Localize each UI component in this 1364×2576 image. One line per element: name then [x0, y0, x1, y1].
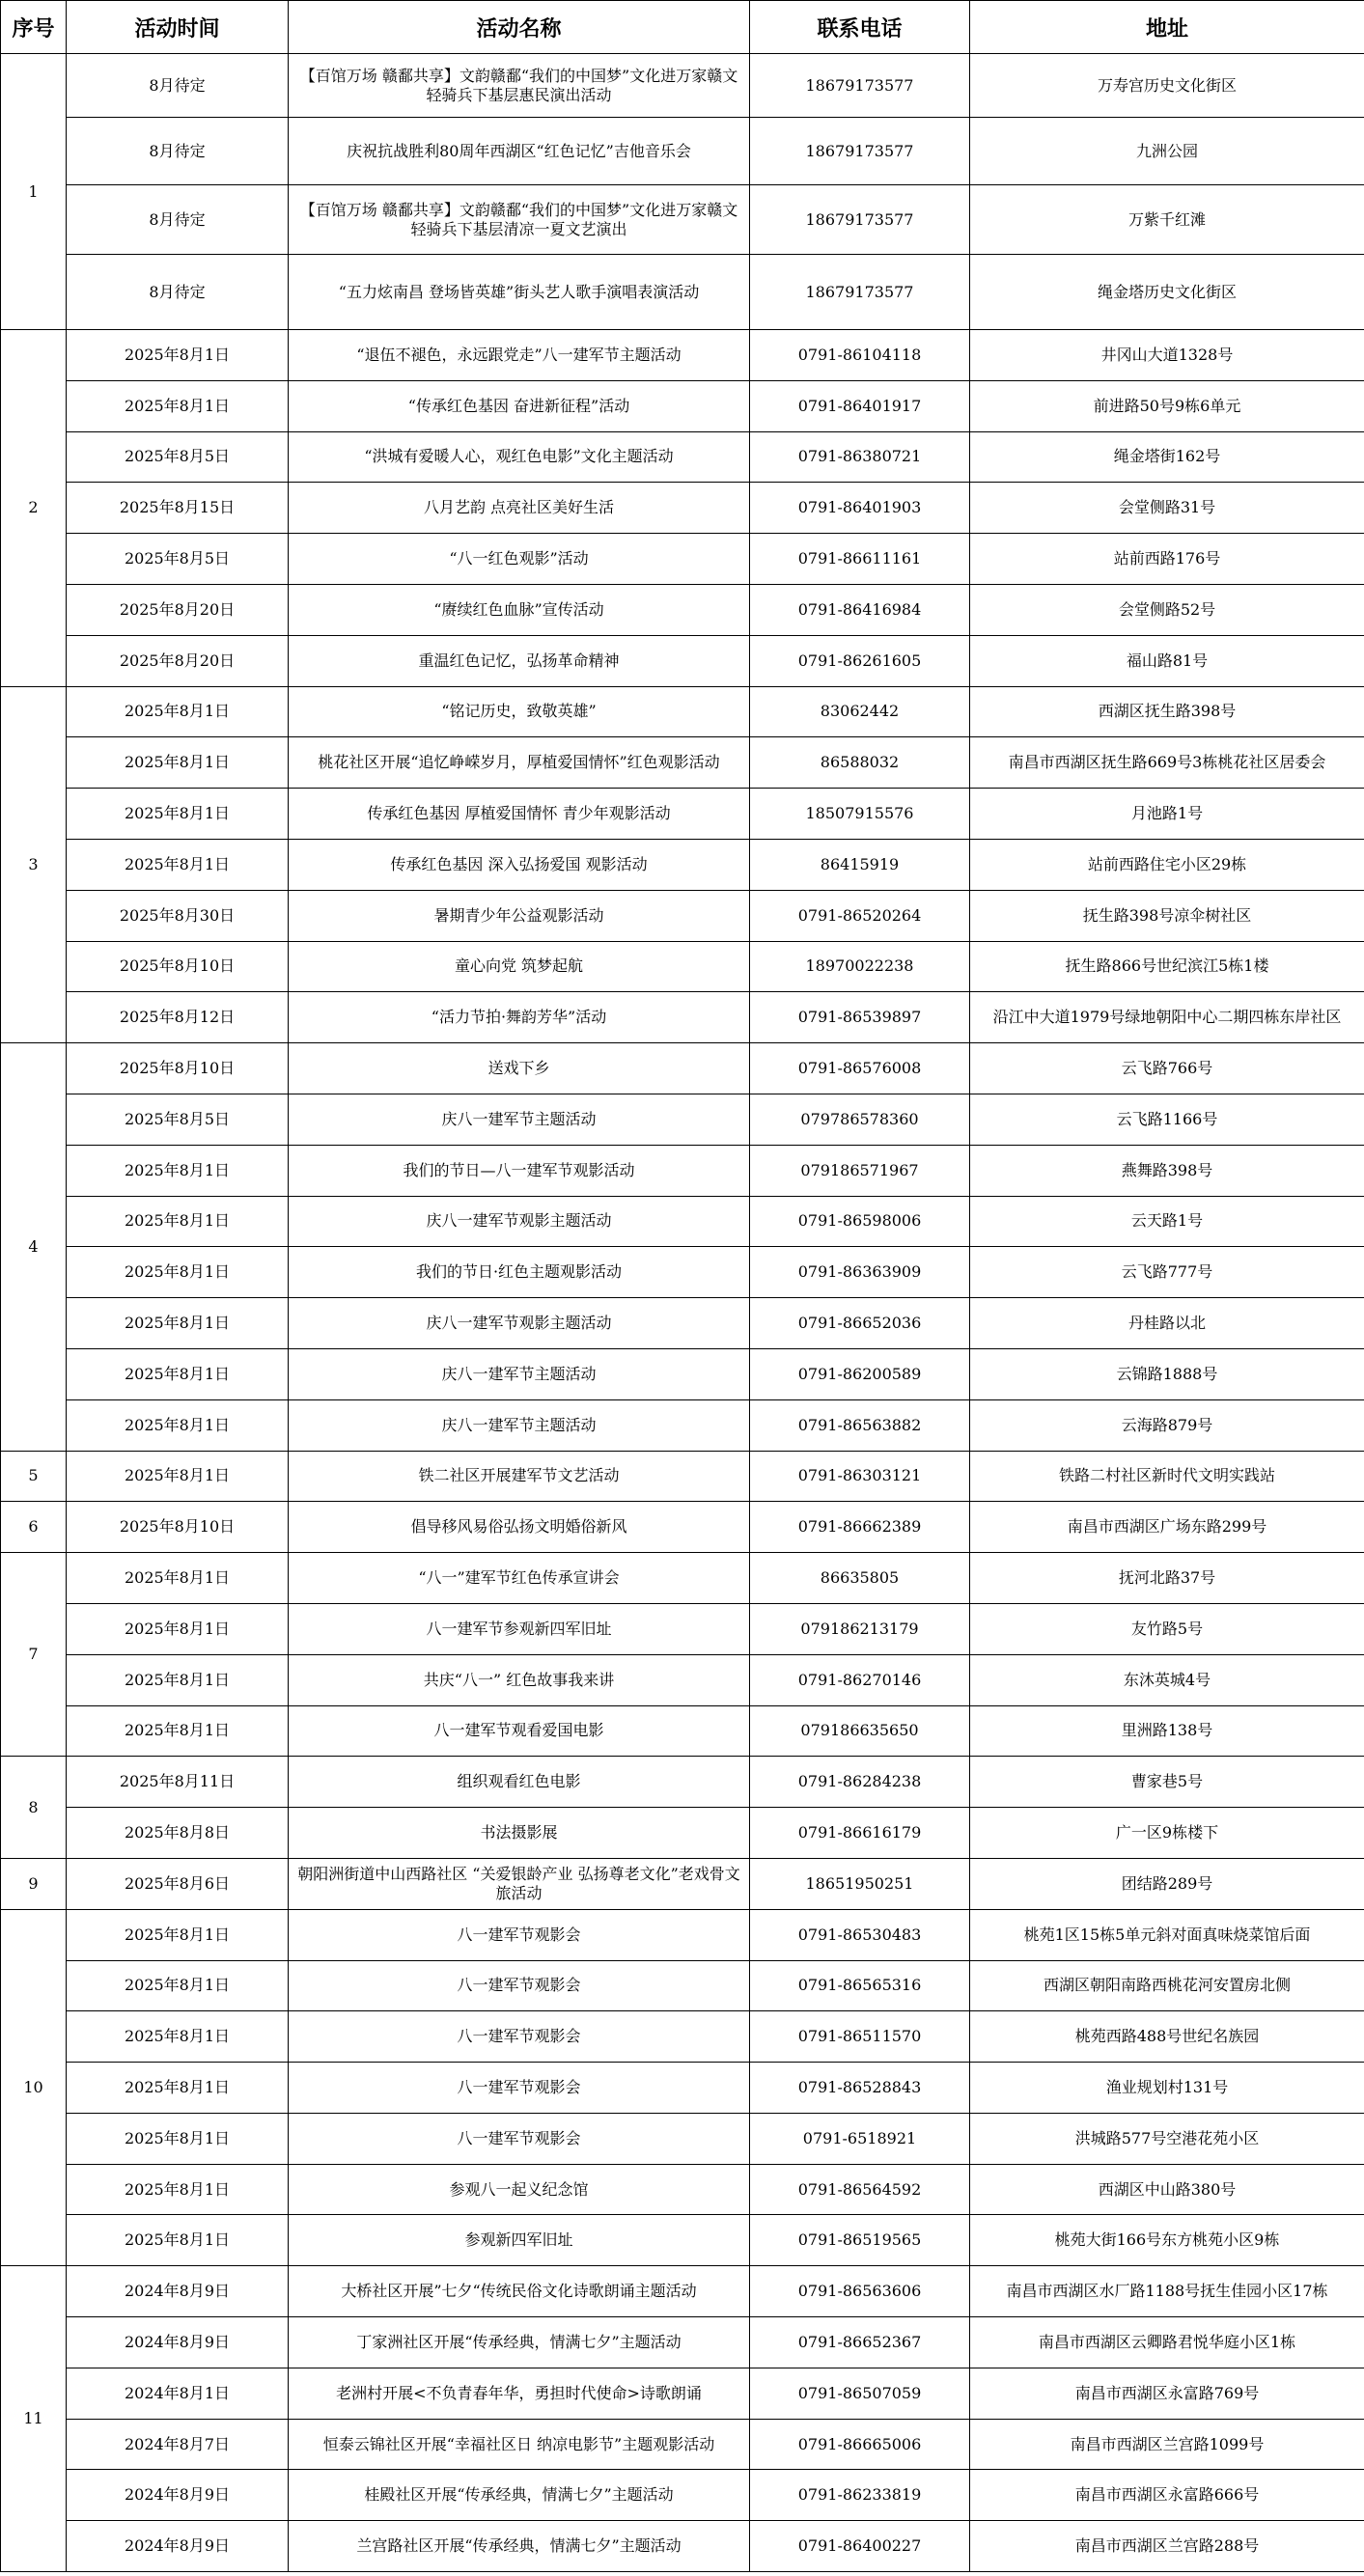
- address-cell: 友竹路5号: [970, 1603, 1364, 1654]
- table-row: [1, 1808, 1364, 1859]
- phone-cell: 0791-86565316: [750, 1960, 970, 2011]
- address-cell: 云飞路766号: [970, 1043, 1364, 1094]
- date-cell: 2025年8月1日: [67, 1603, 289, 1654]
- table-row: [1, 1399, 1364, 1451]
- date-cell: 2025年8月1日: [67, 1196, 289, 1247]
- name-cell: “活力节拍·舞韵芳华”活动: [289, 992, 750, 1043]
- address-cell: 丹桂路以北: [970, 1298, 1364, 1349]
- phone-cell: 0791-86563606: [750, 2266, 970, 2317]
- phone-cell: 0791-86652036: [750, 1298, 970, 1349]
- name-cell: 暑期青少年公益观影活动: [289, 890, 750, 941]
- seq-cell: 7: [1, 1553, 67, 1757]
- table-row: [1, 2215, 1364, 2266]
- name-cell: 童心向党 筑梦起航: [289, 941, 750, 992]
- name-cell: 兰宫路社区开展“传承经典，情满七夕”主题活动: [289, 2521, 750, 2572]
- address-cell: 万紫千红滩: [970, 185, 1364, 255]
- date-cell: 2025年8月1日: [67, 380, 289, 431]
- seq-cell: 3: [1, 686, 67, 1043]
- date-cell: 2024年8月1日: [67, 2368, 289, 2419]
- date-cell: 2025年8月1日: [67, 686, 289, 737]
- table-row: [1, 185, 1364, 255]
- date-cell: 2025年8月12日: [67, 992, 289, 1043]
- date-cell: 2024年8月9日: [67, 2470, 289, 2521]
- table-row: [1, 1094, 1364, 1145]
- name-cell: 【百馆万场 赣鄱共享】文韵赣鄱“我们的中国梦”文化进万家赣文轻骑兵下基层惠民演出活动: [289, 54, 750, 118]
- name-cell: “五力炫南昌 登场皆英雄”街头艺人歌手演唱表演活动: [289, 255, 750, 330]
- name-cell: 桂殿社区开展“传承经典，情满七夕”主题活动: [289, 2470, 750, 2521]
- date-cell: 2025年8月1日: [67, 1298, 289, 1349]
- phone-cell: 18679173577: [750, 255, 970, 330]
- name-cell: 庆八一建军节主题活动: [289, 1094, 750, 1145]
- name-cell: 参观新四军旧址: [289, 2215, 750, 2266]
- table-row: [1, 890, 1364, 941]
- address-cell: 铁路二村社区新时代文明实践站: [970, 1451, 1364, 1502]
- name-cell: 八一建军节观影会: [289, 2011, 750, 2063]
- name-cell: 重温红色记忆，弘扬革命精神: [289, 635, 750, 686]
- table-row: [1, 2470, 1364, 2521]
- name-cell: 【百馆万场 赣鄱共享】文韵赣鄱“我们的中国梦”文化进万家赣文轻骑兵下基层清凉一夏文艺演出: [289, 185, 750, 255]
- name-cell: “传承红色基因 奋进新征程”活动: [289, 380, 750, 431]
- table-row: [1, 330, 1364, 381]
- seq-cell: 1: [1, 54, 67, 330]
- table-row: [1, 789, 1364, 840]
- phone-cell: 0791-86200589: [750, 1348, 970, 1399]
- name-cell: 八一建军节观影会: [289, 1960, 750, 2011]
- phone-cell: 18970022238: [750, 941, 970, 992]
- date-cell: 2025年8月1日: [67, 789, 289, 840]
- date-cell: 8月待定: [67, 54, 289, 118]
- address-cell: 西湖区朝阳南路西桃花河安置房北侧: [970, 1960, 1364, 2011]
- table-row: [1, 1451, 1364, 1502]
- date-cell: 2025年8月1日: [67, 1399, 289, 1451]
- address-cell: 洪城路577号空港花苑小区: [970, 2113, 1364, 2164]
- name-cell: 丁家洲社区开展“传承经典，情满七夕”主题活动: [289, 2317, 750, 2368]
- phone-cell: 86415919: [750, 839, 970, 890]
- phone-cell: 0791-86416984: [750, 584, 970, 635]
- date-cell: 2025年8月1日: [67, 330, 289, 381]
- table-row: [1, 483, 1364, 534]
- phone-cell: 18679173577: [750, 118, 970, 185]
- header-date: 活动时间: [67, 1, 289, 54]
- date-cell: 2025年8月1日: [67, 1909, 289, 1960]
- date-cell: 2025年8月1日: [67, 1145, 289, 1196]
- name-cell: 组织观看红色电影: [289, 1757, 750, 1808]
- table-row: [1, 1502, 1364, 1553]
- name-cell: 恒泰云锦社区开展“幸福社区日 纳凉电影节”主题观影活动: [289, 2419, 750, 2470]
- address-cell: 南昌市西湖区云卿路君悦华庭小区1栋: [970, 2317, 1364, 2368]
- phone-cell: 0791-86652367: [750, 2317, 970, 2368]
- name-cell: “铭记历史，致敬英雄”: [289, 686, 750, 737]
- address-cell: 南昌市西湖区兰宫路288号: [970, 2521, 1364, 2572]
- table-row: [1, 380, 1364, 431]
- phone-cell: 079186635650: [750, 1705, 970, 1757]
- date-cell: 2025年8月20日: [67, 635, 289, 686]
- date-cell: 2025年8月1日: [67, 1705, 289, 1757]
- name-cell: “八一”建军节红色传承宣讲会: [289, 1553, 750, 1604]
- seq-cell: 11: [1, 2266, 67, 2572]
- table-row: [1, 2011, 1364, 2063]
- table-row: [1, 1603, 1364, 1654]
- date-cell: 2025年8月8日: [67, 1808, 289, 1859]
- name-cell: 庆八一建军节主题活动: [289, 1399, 750, 1451]
- address-cell: 云天路1号: [970, 1196, 1364, 1247]
- address-cell: 会堂侧路31号: [970, 483, 1364, 534]
- phone-cell: 83062442: [750, 686, 970, 737]
- name-cell: 庆八一建军节观影主题活动: [289, 1196, 750, 1247]
- seq-cell: 10: [1, 1909, 67, 2266]
- phone-cell: 0791-86563882: [750, 1399, 970, 1451]
- phone-cell: 0791-86233819: [750, 2470, 970, 2521]
- phone-cell: 0791-86576008: [750, 1043, 970, 1094]
- table-row: [1, 1909, 1364, 1960]
- name-cell: 桃花社区开展“追忆峥嵘岁月，厚植爱国情怀”红色观影活动: [289, 737, 750, 789]
- name-cell: 庆八一建军节主题活动: [289, 1348, 750, 1399]
- table-row: [1, 1145, 1364, 1196]
- phone-cell: 18651950251: [750, 1858, 970, 1909]
- phone-cell: 0791-86598006: [750, 1196, 970, 1247]
- date-cell: 2025年8月1日: [67, 2164, 289, 2215]
- date-cell: 2025年8月30日: [67, 890, 289, 941]
- seq-cell: 5: [1, 1451, 67, 1502]
- name-cell: 八月艺韵 点亮社区美好生活: [289, 483, 750, 534]
- date-cell: 2025年8月1日: [67, 1247, 289, 1298]
- phone-cell: 0791-86528843: [750, 2063, 970, 2114]
- phone-cell: 0791-86611161: [750, 534, 970, 585]
- table-row: [1, 1705, 1364, 1757]
- table-row: [1, 1298, 1364, 1349]
- date-cell: 2025年8月1日: [67, 1654, 289, 1705]
- date-cell: 8月待定: [67, 118, 289, 185]
- address-cell: 南昌市西湖区兰宫路1099号: [970, 2419, 1364, 2470]
- phone-cell: 0791-86401917: [750, 380, 970, 431]
- phone-cell: 0791-86665006: [750, 2419, 970, 2470]
- name-cell: 送戏下乡: [289, 1043, 750, 1094]
- phone-cell: 86588032: [750, 737, 970, 789]
- name-cell: “八一红色观影”活动: [289, 534, 750, 585]
- table-row: [1, 1553, 1364, 1604]
- name-cell: 八一建军节观影会: [289, 2063, 750, 2114]
- table-row: [1, 534, 1364, 585]
- address-cell: 云飞路1166号: [970, 1094, 1364, 1145]
- name-cell: 我们的节日·红色主题观影活动: [289, 1247, 750, 1298]
- table-row: [1, 2113, 1364, 2164]
- address-cell: 绳金塔街162号: [970, 431, 1364, 483]
- phone-cell: 0791-86616179: [750, 1808, 970, 1859]
- address-cell: 广一区9栋楼下: [970, 1808, 1364, 1859]
- phone-cell: 0791-86564592: [750, 2164, 970, 2215]
- date-cell: 2025年8月5日: [67, 431, 289, 483]
- name-cell: 八一建军节观影会: [289, 2113, 750, 2164]
- date-cell: 2024年8月9日: [67, 2266, 289, 2317]
- address-cell: 月池路1号: [970, 789, 1364, 840]
- table-row: [1, 1960, 1364, 2011]
- date-cell: 2024年8月9日: [67, 2317, 289, 2368]
- name-cell: 八一建军节观看爱国电影: [289, 1705, 750, 1757]
- table-row: [1, 2419, 1364, 2470]
- table-row: [1, 54, 1364, 118]
- date-cell: 2024年8月9日: [67, 2521, 289, 2572]
- phone-cell: 86635805: [750, 1553, 970, 1604]
- table-row: [1, 737, 1364, 789]
- phone-cell: 0791-86507059: [750, 2368, 970, 2419]
- phone-cell: 0791-6518921: [750, 2113, 970, 2164]
- address-cell: 燕舞路398号: [970, 1145, 1364, 1196]
- date-cell: 2025年8月6日: [67, 1858, 289, 1909]
- phone-cell: 0791-86401903: [750, 483, 970, 534]
- address-cell: 南昌市西湖区永富路769号: [970, 2368, 1364, 2419]
- name-cell: 八一建军节参观新四军旧址: [289, 1603, 750, 1654]
- address-cell: 南昌市西湖区永富路666号: [970, 2470, 1364, 2521]
- address-cell: 南昌市西湖区水厂路1188号抚生佳园小区17栋: [970, 2266, 1364, 2317]
- phone-cell: 0791-86530483: [750, 1909, 970, 1960]
- phone-cell: 0791-86261605: [750, 635, 970, 686]
- table-row: [1, 1757, 1364, 1808]
- table-row: [1, 839, 1364, 890]
- date-cell: 8月待定: [67, 185, 289, 255]
- address-cell: 绳金塔历史文化街区: [970, 255, 1364, 330]
- table-row: [1, 686, 1364, 737]
- date-cell: 2025年8月10日: [67, 1043, 289, 1094]
- header-name: 活动名称: [289, 1, 750, 54]
- phone-cell: 0791-86270146: [750, 1654, 970, 1705]
- table-row: [1, 2521, 1364, 2572]
- address-cell: 万寿宫历史文化街区: [970, 54, 1364, 118]
- address-cell: 桃苑大街166号东方桃苑小区9栋: [970, 2215, 1364, 2266]
- phone-cell: 079186571967: [750, 1145, 970, 1196]
- phone-cell: 0791-86284238: [750, 1757, 970, 1808]
- phone-cell: 0791-86104118: [750, 330, 970, 381]
- phone-cell: 0791-86303121: [750, 1451, 970, 1502]
- table-row: [1, 2317, 1364, 2368]
- name-cell: “赓续红色血脉”宣传活动: [289, 584, 750, 635]
- name-cell: 我们的节日—八一建军节观影活动: [289, 1145, 750, 1196]
- table-row: [1, 992, 1364, 1043]
- phone-cell: 18679173577: [750, 54, 970, 118]
- date-cell: 2025年8月10日: [67, 941, 289, 992]
- table-row: [1, 431, 1364, 483]
- name-cell: 铁二社区开展建军节文艺活动: [289, 1451, 750, 1502]
- seq-cell: 9: [1, 1858, 67, 1909]
- name-cell: 倡导移风易俗弘扬文明婚俗新风: [289, 1502, 750, 1553]
- address-cell: 桃苑1区15栋5单元斜对面真味烧菜馆后面: [970, 1909, 1364, 1960]
- name-cell: 庆八一建军节观影主题活动: [289, 1298, 750, 1349]
- name-cell: 参观八一起义纪念馆: [289, 2164, 750, 2215]
- phone-cell: 079786578360: [750, 1094, 970, 1145]
- date-cell: 2025年8月1日: [67, 1451, 289, 1502]
- address-cell: 团结路289号: [970, 1858, 1364, 1909]
- phone-cell: 0791-86519565: [750, 2215, 970, 2266]
- date-cell: 2025年8月1日: [67, 2215, 289, 2266]
- table-row: [1, 1196, 1364, 1247]
- header-address: 地址: [970, 1, 1364, 54]
- phone-cell: 079186213179: [750, 1603, 970, 1654]
- name-cell: 传承红色基因 深入弘扬爱国 观影活动: [289, 839, 750, 890]
- phone-cell: 18507915576: [750, 789, 970, 840]
- address-cell: 前进路50号9栋6单元: [970, 380, 1364, 431]
- header-row: [1, 1, 1364, 54]
- address-cell: 井冈山大道1328号: [970, 330, 1364, 381]
- address-cell: 桃苑西路488号世纪名族园: [970, 2011, 1364, 2063]
- address-cell: 渔业规划村131号: [970, 2063, 1364, 2114]
- date-cell: 2025年8月1日: [67, 737, 289, 789]
- seq-cell: 2: [1, 330, 67, 687]
- table-row: [1, 255, 1364, 330]
- table-row: [1, 2063, 1364, 2114]
- address-cell: 沿江中大道1979号绿地朝阳中心二期四栋东岸社区: [970, 992, 1364, 1043]
- address-cell: 抚生路866号世纪滨江5栋1楼: [970, 941, 1364, 992]
- header-seq: 序号: [1, 1, 67, 54]
- table-body: [1, 54, 1364, 2572]
- table-row: [1, 1043, 1364, 1094]
- address-cell: 福山路81号: [970, 635, 1364, 686]
- date-cell: 2025年8月1日: [67, 1348, 289, 1399]
- address-cell: 站前西路住宅小区29栋: [970, 839, 1364, 890]
- date-cell: 2025年8月5日: [67, 534, 289, 585]
- phone-cell: 0791-86400227: [750, 2521, 970, 2572]
- date-cell: 2025年8月5日: [67, 1094, 289, 1145]
- date-cell: 2025年8月15日: [67, 483, 289, 534]
- table-row: [1, 584, 1364, 635]
- date-cell: 8月待定: [67, 255, 289, 330]
- date-cell: 2025年8月1日: [67, 1553, 289, 1604]
- address-cell: 云锦路1888号: [970, 1348, 1364, 1399]
- date-cell: 2025年8月1日: [67, 839, 289, 890]
- table-row: [1, 1247, 1364, 1298]
- header-phone: 联系电话: [750, 1, 970, 54]
- name-cell: 传承红色基因 厚植爱国情怀 青少年观影活动: [289, 789, 750, 840]
- address-cell: 抚生路398号凉伞树社区: [970, 890, 1364, 941]
- date-cell: 2025年8月1日: [67, 2113, 289, 2164]
- address-cell: 南昌市西湖区广场东路299号: [970, 1502, 1364, 1553]
- date-cell: 2025年8月20日: [67, 584, 289, 635]
- address-cell: 云飞路777号: [970, 1247, 1364, 1298]
- phone-cell: 0791-86511570: [750, 2011, 970, 2063]
- phone-cell: 18679173577: [750, 185, 970, 255]
- address-cell: 会堂侧路52号: [970, 584, 1364, 635]
- table-row: [1, 635, 1364, 686]
- table-row: [1, 941, 1364, 992]
- address-cell: 南昌市西湖区抚生路669号3栋桃花社区居委会: [970, 737, 1364, 789]
- name-cell: “退伍不褪色，永远跟党走”八一建军节主题活动: [289, 330, 750, 381]
- name-cell: “洪城有爱暖人心，观红色电影”文化主题活动: [289, 431, 750, 483]
- address-cell: 西湖区中山路380号: [970, 2164, 1364, 2215]
- table-row: [1, 1858, 1364, 1909]
- name-cell: 老洲村开展<不负青春年华，勇担时代使命>诗歌朗诵: [289, 2368, 750, 2419]
- name-cell: 八一建军节观影会: [289, 1909, 750, 1960]
- address-cell: 云海路879号: [970, 1399, 1364, 1451]
- address-cell: 曹家巷5号: [970, 1757, 1364, 1808]
- name-cell: 大桥社区开展”七夕“传统民俗文化诗歌朗诵主题活动: [289, 2266, 750, 2317]
- table-row: [1, 118, 1364, 185]
- phone-cell: 0791-86380721: [750, 431, 970, 483]
- name-cell: 书法摄影展: [289, 1808, 750, 1859]
- date-cell: 2025年8月1日: [67, 1960, 289, 2011]
- table-row: [1, 1348, 1364, 1399]
- address-cell: 九洲公园: [970, 118, 1364, 185]
- table-row: [1, 2368, 1364, 2419]
- name-cell: 共庆“八一” 红色故事我来讲: [289, 1654, 750, 1705]
- date-cell: 2025年8月1日: [67, 2011, 289, 2063]
- table-row: [1, 2266, 1364, 2317]
- seq-cell: 6: [1, 1502, 67, 1553]
- table-row: [1, 2164, 1364, 2215]
- phone-cell: 0791-86539897: [750, 992, 970, 1043]
- address-cell: 西湖区抚生路398号: [970, 686, 1364, 737]
- seq-cell: 8: [1, 1757, 67, 1859]
- address-cell: 东沐英城4号: [970, 1654, 1364, 1705]
- date-cell: 2025年8月10日: [67, 1502, 289, 1553]
- name-cell: 朝阳洲街道中山西路社区 “关爱银龄产业 弘扬尊老文化”老戏骨文旅活动: [289, 1858, 750, 1909]
- phone-cell: 0791-86363909: [750, 1247, 970, 1298]
- seq-cell: 4: [1, 1043, 67, 1451]
- address-cell: 里洲路138号: [970, 1705, 1364, 1757]
- phone-cell: 0791-86662389: [750, 1502, 970, 1553]
- phone-cell: 0791-86520264: [750, 890, 970, 941]
- table-row: [1, 1654, 1364, 1705]
- address-cell: 站前西路176号: [970, 534, 1364, 585]
- address-cell: 抚河北路37号: [970, 1553, 1364, 1604]
- date-cell: 2025年8月11日: [67, 1757, 289, 1808]
- date-cell: 2024年8月7日: [67, 2419, 289, 2470]
- name-cell: 庆祝抗战胜利80周年西湖区“红色记忆”吉他音乐会: [289, 118, 750, 185]
- date-cell: 2025年8月1日: [67, 2063, 289, 2114]
